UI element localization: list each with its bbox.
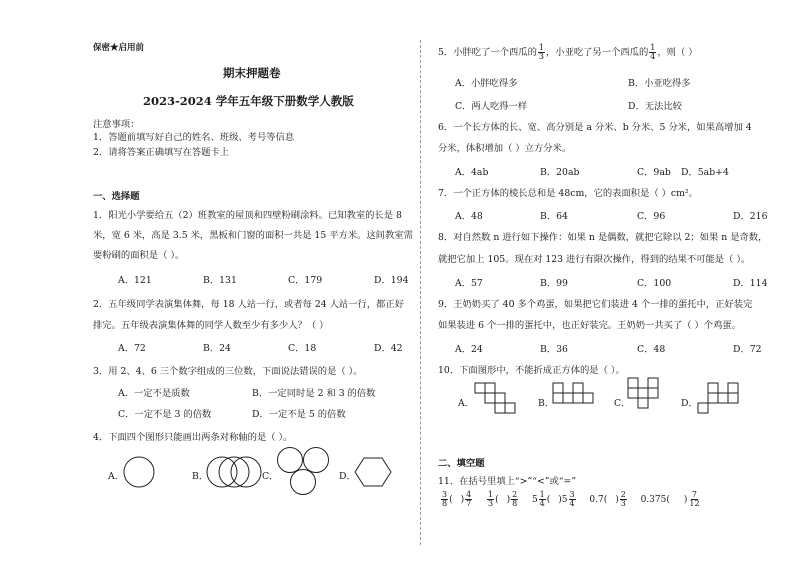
q7-option-a[interactable]: A．48 bbox=[455, 211, 483, 222]
q11-item-3-b-den: 4 bbox=[569, 499, 575, 508]
q2-option-d[interactable]: D．42 bbox=[374, 343, 403, 354]
q5-fraction-1-num: 1 bbox=[538, 43, 544, 52]
q7-option-b[interactable]: B．64 bbox=[540, 211, 568, 222]
q11-item-4-a: 0.7 bbox=[589, 495, 604, 505]
q10-net-b bbox=[553, 383, 603, 423]
q8-option-a[interactable]: A．57 bbox=[455, 278, 483, 289]
q4-option-a[interactable]: A． bbox=[108, 471, 125, 482]
q10-option-c[interactable]: C． bbox=[614, 398, 631, 409]
q7-option-c[interactable]: C．96 bbox=[637, 211, 666, 222]
secret-label: 保密★启用前 bbox=[93, 43, 145, 53]
q10-net-c bbox=[628, 378, 678, 418]
q6-option-d[interactable]: D．5ab+4 bbox=[681, 167, 729, 178]
q8-line-1: 8．对自然数 n 进行如下操作：如果 n 是偶数，就把它除以 2；如果 n 是奇数， bbox=[438, 232, 768, 243]
q1-option-a[interactable]: A．121 bbox=[118, 275, 152, 286]
q6-option-a[interactable]: A．4ab bbox=[455, 167, 489, 178]
note-item-2: 2．请将答案正确填写在答题卡上 bbox=[93, 147, 230, 158]
q11-item-2-b-den: 8 bbox=[512, 499, 518, 508]
q11-item-4-b-den: 3 bbox=[620, 499, 626, 508]
q8-option-c[interactable]: C．100 bbox=[637, 278, 672, 289]
q1-line-1: 1．阳光小学要给五（2）班教室的屋顶和四壁粉刷涂料。已知教室的长是 8 bbox=[93, 210, 402, 221]
q11-item-5-b-den: 12 bbox=[689, 499, 700, 508]
exam-title: 期末押题卷 bbox=[223, 66, 281, 80]
q5-option-c[interactable]: C．两人吃得一样 bbox=[455, 101, 528, 112]
q9-option-c[interactable]: C．48 bbox=[637, 344, 666, 355]
q6-line-2: 分米，体积增加（ ）立方分米。 bbox=[438, 143, 572, 154]
q9-option-b[interactable]: B．36 bbox=[540, 344, 568, 355]
q5-fraction-2-den: 4 bbox=[650, 52, 656, 61]
q1-line-2: 米，宽 6 米，高是 3.5 米，黑板和门窗的面积一共是 15 平方米。这间教室需 bbox=[93, 230, 413, 241]
q5-option-a[interactable]: A．小胖吃得多 bbox=[455, 78, 518, 89]
q11-item-1-b bbox=[465, 491, 472, 508]
q3-option-d[interactable]: D．一定不是 5 的倍数 bbox=[252, 409, 346, 420]
q11-item-4-b bbox=[620, 491, 627, 508]
q11-item-5-b-num: 7 bbox=[691, 490, 698, 499]
q5-fraction-2 bbox=[649, 44, 656, 61]
q1-option-b[interactable]: B．131 bbox=[203, 275, 237, 286]
q8-option-d[interactable]: D．114 bbox=[733, 278, 768, 289]
q5-text-post: ，则（ ） bbox=[657, 47, 698, 58]
q5-fraction-1 bbox=[538, 44, 545, 61]
q4-figure-hexagon bbox=[355, 456, 395, 490]
q3-option-a[interactable]: A．一定不是质数 bbox=[118, 388, 190, 399]
q11-item-1-b-den: 7 bbox=[466, 499, 472, 508]
q8-line-2: 就把它加上 105。现在对 123 进行有限次操作，得到的结果不可能是（ ）。 bbox=[438, 254, 751, 265]
q2-line-2: 排完。五年级表演集体舞的同学人数至少有多少人？（ ） bbox=[93, 320, 329, 331]
q1-option-c[interactable]: C．179 bbox=[288, 275, 323, 286]
q11-item-1-a-num: 3 bbox=[442, 490, 448, 499]
q2-option-a[interactable]: A．72 bbox=[118, 343, 146, 354]
q11-item-1-a-den: 8 bbox=[442, 499, 448, 508]
column-divider bbox=[420, 40, 421, 545]
q4-figure-overlapping-circles bbox=[205, 455, 265, 491]
q11-item-2-a-den: 3 bbox=[487, 499, 494, 508]
section-title-choice: 一、选择题 bbox=[93, 191, 140, 202]
q4-figure-three-circles bbox=[276, 446, 336, 498]
q11-item-2-b-num: 2 bbox=[512, 490, 518, 499]
q11-item-1-a bbox=[441, 491, 448, 508]
section-title-fill: 二、填空题 bbox=[438, 458, 485, 469]
q9-option-a[interactable]: A．24 bbox=[455, 344, 483, 355]
q10-option-b[interactable]: B． bbox=[538, 398, 555, 409]
q11-line: 11．在括号里填上“>”“<”或“=” bbox=[438, 476, 577, 487]
q10-net-d bbox=[698, 383, 748, 423]
q2-line-1: 2．五年级同学表演集体舞，每 18 人站一行，或者每 24 人站一行，都正好 bbox=[93, 299, 405, 310]
q5-fraction-1-den: 3 bbox=[538, 52, 544, 61]
q3-option-c[interactable]: C．一定不是 3 的倍数 bbox=[118, 409, 212, 420]
q7-option-d[interactable]: D．216 bbox=[733, 211, 768, 222]
q1-option-d[interactable]: D．194 bbox=[374, 275, 409, 286]
q9-option-d[interactable]: D．72 bbox=[733, 344, 762, 355]
q4-option-c[interactable]: C． bbox=[262, 471, 279, 482]
q5-fraction-2-num: 1 bbox=[650, 43, 656, 52]
q4-figure-circle bbox=[122, 455, 158, 491]
q11-item-3-a-whole: 5 bbox=[531, 495, 538, 505]
q11-item-2-a bbox=[487, 491, 494, 508]
q11-item-3-b bbox=[569, 491, 576, 508]
q11-item-3-a-den: 4 bbox=[539, 499, 545, 508]
q5-stem bbox=[438, 44, 698, 61]
q4-line: 4．下面四个图形只能画出两条对称轴的是（ ）。 bbox=[93, 432, 293, 443]
q11-item-5-b bbox=[688, 491, 700, 508]
q11-item-3-a-num: 1 bbox=[539, 490, 545, 499]
q5-text-mid: ，小亚吃了另一个西瓜的 bbox=[545, 47, 649, 58]
q4-option-b[interactable]: B． bbox=[192, 471, 209, 482]
q5-option-d[interactable]: D．无法比较 bbox=[628, 101, 682, 112]
q11-items: $\frac{3}{8}$ ( ) $\frac{4}{7}$ $\frac{1}{3}$ ( ) $\frac{2}{8}$ 5 $\frac{1}{4}$ ( )5 $\frac{3}{4}$ 0.7( ) $\frac{2}{3}$ 0.375( ) $\frac{7}{12}$ bbox=[442, 490, 700, 508]
q11-item-2-b bbox=[511, 491, 518, 508]
q3-line: 3．用 2、4、6 三个数字组成的三位数，下面说法错误的是（ ）。 bbox=[93, 366, 363, 377]
notes-heading: 注意事项： bbox=[93, 119, 140, 130]
q3-option-b[interactable]: B．一定同时是 2 和 3 的倍数 bbox=[252, 388, 376, 399]
q6-option-c[interactable]: C．9ab bbox=[637, 167, 671, 178]
q11-item-4-b-num: 2 bbox=[620, 490, 626, 499]
q5-text-pre: 5．小胖吃了一个西瓜的 bbox=[438, 47, 537, 58]
q2-option-c[interactable]: C．18 bbox=[288, 343, 317, 354]
note-item-1: 1．答题前填写好自己的姓名、班级、考号等信息 bbox=[93, 132, 295, 143]
q10-line: 10．下面图形中，不能折成正方体的是（ ）。 bbox=[438, 365, 625, 376]
q11-item-2-a-num: 1 bbox=[487, 490, 494, 499]
q10-net-a bbox=[475, 383, 525, 423]
q11-item-1-b-num: 4 bbox=[466, 490, 472, 499]
q6-option-b[interactable]: B．20ab bbox=[540, 167, 580, 178]
q11-item-3-a bbox=[539, 491, 546, 508]
q9-line-1: 9．王奶奶买了 40 多个鸡蛋，如果把它们装进 4 个一排的蛋托中，正好装完 bbox=[438, 299, 753, 310]
q11-item-3-b-whole: 5 bbox=[561, 495, 568, 505]
q6-line-1: 6．一个长方体的长、宽、高分别是 a 分米、b 分米、5 分米，如果高增加 4 bbox=[438, 122, 752, 133]
q11-item-3-b-num: 3 bbox=[569, 490, 575, 499]
q5-option-b[interactable]: B．小亚吃得多 bbox=[628, 78, 691, 89]
exam-subtitle: 2023-2024 学年五年级下册数学人教版 bbox=[143, 94, 354, 108]
q9-line-2: 如果装进 6 个一排的蛋托中，也正好装完。王奶奶一共买了（ ）个鸡蛋。 bbox=[438, 320, 741, 331]
q4-option-d[interactable]: D． bbox=[339, 471, 356, 482]
q11-item-5-a: 0.375 bbox=[640, 495, 667, 505]
q2-option-b[interactable]: B．24 bbox=[203, 343, 231, 354]
q10-option-d[interactable]: D． bbox=[681, 398, 698, 409]
q8-option-b[interactable]: B．99 bbox=[540, 278, 568, 289]
q10-option-a[interactable]: A． bbox=[458, 398, 475, 409]
q7-line: 7．一个正方体的棱长总和是 48cm，它的表面积是（ ）cm²。 bbox=[438, 188, 698, 199]
q1-line-3: 要粉刷的面积是（ ）。 bbox=[93, 250, 185, 261]
